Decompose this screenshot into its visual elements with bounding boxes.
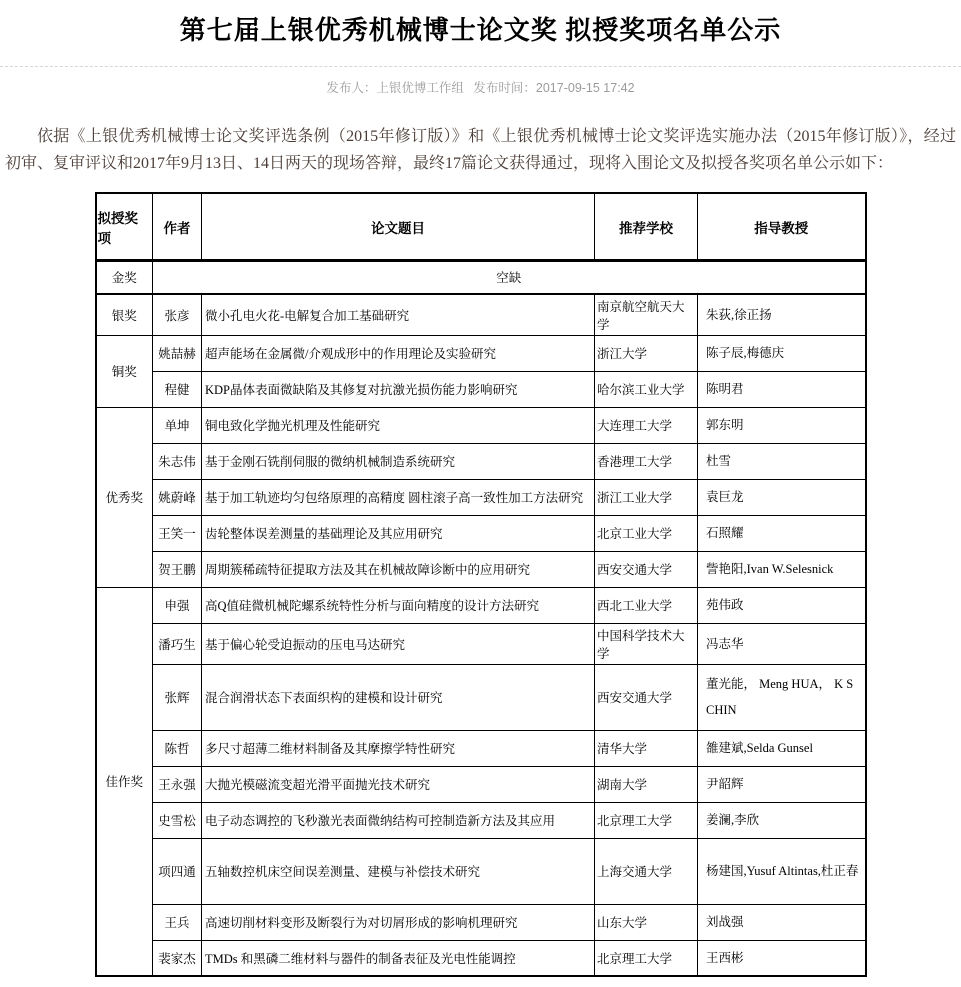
publish-time-label: 发布时间：2017-09-15 17:42 [473, 81, 635, 95]
award-cell: 银奖 [96, 294, 153, 336]
school-cell: 湖南大学 [595, 766, 698, 802]
school-cell: 山东大学 [595, 904, 698, 940]
thesis-title-cell: KDP晶体表面微缺陷及其修复对抗激光损伤能力影响研究 [202, 371, 595, 407]
thesis-title-cell: 多尺寸超薄二维材料制备及其摩擦学特性研究 [202, 730, 595, 766]
table-row [96, 335, 866, 371]
author-cell: 王兵 [153, 904, 202, 940]
column-header: 拟授奖项 [96, 193, 153, 261]
school-cell: 北京工业大学 [595, 515, 698, 551]
thesis-title-cell: 周期簇稀疏特征提取方法及其在机械故障诊断中的应用研究 [202, 551, 595, 587]
thesis-title-cell: 五轴数控机床空间误差测量、建模与补偿技术研究 [202, 838, 595, 904]
school-cell: 北京理工大学 [595, 940, 698, 976]
author-cell: 贺王鹏 [153, 551, 202, 587]
thesis-title-cell: 大抛光模磁流变超光滑平面抛光技术研究 [202, 766, 595, 802]
thesis-title-cell: 基于加工轨迹均匀包络原理的高精度 圆柱滚子高一致性加工方法研究 [202, 479, 595, 515]
award-cell: 金奖 [96, 261, 153, 294]
thesis-title-cell: 齿轮整体误差测量的基础理论及其应用研究 [202, 515, 595, 551]
vacant-cell: 空缺 [153, 261, 866, 294]
advisor-cell: 袁巨龙 [698, 479, 866, 515]
table-row [96, 904, 866, 940]
award-list-table [95, 192, 867, 977]
column-header: 论文题目 [202, 193, 595, 261]
school-cell: 清华大学 [595, 730, 698, 766]
advisor-cell: 苑伟政 [698, 587, 866, 623]
thesis-title-cell: 基于金刚石铣削伺服的微纳机械制造系统研究 [202, 443, 595, 479]
author-cell: 张彦 [153, 294, 202, 336]
advisor-cell: 石照耀 [698, 515, 866, 551]
school-cell: 浙江大学 [595, 335, 698, 371]
table-row [96, 479, 866, 515]
school-cell: 上海交通大学 [595, 838, 698, 904]
publish-meta [0, 78, 961, 96]
thesis-title-cell: 超声能场在金属微/介观成形中的作用理论及实验研究 [202, 335, 595, 371]
thesis-title-cell: 电子动态调控的飞秒激光表面微纳结构可控制造新方法及其应用 [202, 802, 595, 838]
table-row [96, 838, 866, 904]
author-cell: 申强 [153, 587, 202, 623]
thesis-title-cell: 高速切削材料变形及断裂行为对切屑形成的影响机理研究 [202, 904, 595, 940]
author-cell: 姚蔚峰 [153, 479, 202, 515]
table-row [96, 443, 866, 479]
page-title: 第七届上银优秀机械博士论文奖 拟授奖项名单公示 [179, 16, 782, 45]
table-row [96, 261, 866, 294]
column-header: 作者 [153, 193, 202, 261]
table-row [96, 407, 866, 443]
advisor-cell: 尹韶辉 [698, 766, 866, 802]
school-cell: 大连理工大学 [595, 407, 698, 443]
award-cell: 佳作奖 [96, 587, 153, 976]
advisor-cell: 姜澜,李欣 [698, 802, 866, 838]
table-row [96, 940, 866, 976]
school-cell: 西安交通大学 [595, 664, 698, 730]
thesis-title-cell: 基于偏心轮受迫振动的压电马达研究 [202, 623, 595, 664]
author-cell: 潘巧生 [153, 623, 202, 664]
school-cell: 哈尔滨工业大学 [595, 371, 698, 407]
author-cell: 程健 [153, 371, 202, 407]
school-cell: 北京理工大学 [595, 802, 698, 838]
intro-paragraph: 依据《上银优秀机械博士论文奖评选条例（2015年修订版）》和《上银优秀机械博士论文奖评选实施办法（2015年修订版）》，经过初审、复审评议和2017年9月13日、14日两天的现场答辩，最终17篇论文获得通过，现将入围论文及拟授各奖项名单公示如下： [5, 128, 956, 172]
advisor-cell: 陈子辰,梅德庆 [698, 335, 866, 371]
author-cell: 朱志伟 [153, 443, 202, 479]
table-row [96, 802, 866, 838]
author-cell: 项四通 [153, 838, 202, 904]
school-cell: 浙江工业大学 [595, 479, 698, 515]
advisor-cell: 雒建斌,Selda Gunsel [698, 730, 866, 766]
advisor-cell: 杜雪 [698, 443, 866, 479]
thesis-title-cell: 高Q值硅微机械陀螺系统特性分析与面向精度的设计方法研究 [202, 587, 595, 623]
table-row [96, 515, 866, 551]
table-row [96, 551, 866, 587]
advisor-cell: 郭东明 [698, 407, 866, 443]
table-row [96, 766, 866, 802]
school-cell: 南京航空航天大学 [595, 294, 698, 336]
advisor-cell: 王西彬 [698, 940, 866, 976]
table-row [96, 664, 866, 730]
table-row [96, 623, 866, 664]
school-cell: 香港理工大学 [595, 443, 698, 479]
advisor-cell: 杨建国,Yusuf Altintas,杜正春 [698, 838, 866, 904]
school-cell: 中国科学技术大学 [595, 623, 698, 664]
column-header: 指导教授 [698, 193, 866, 261]
dotted-separator [0, 66, 961, 67]
author-cell: 陈哲 [153, 730, 202, 766]
author-cell: 单坤 [153, 407, 202, 443]
school-cell: 西安交通大学 [595, 551, 698, 587]
advisor-cell: 陈明君 [698, 371, 866, 407]
author-cell: 史雪松 [153, 802, 202, 838]
school-cell: 西北工业大学 [595, 587, 698, 623]
table-row [96, 587, 866, 623]
advisor-cell: 刘战强 [698, 904, 866, 940]
advisor-cell: 董光能， Meng HUA， K S CHIN [698, 664, 866, 730]
table-row [96, 730, 866, 766]
author-cell: 姚喆赫 [153, 335, 202, 371]
advisor-cell: 訾艳阳,Ivan W.Selesnick [698, 551, 866, 587]
column-header: 推荐学校 [595, 193, 698, 261]
award-cell: 优秀奖 [96, 407, 153, 587]
thesis-title-cell: 微小孔电火花-电解复合加工基础研究 [202, 294, 595, 336]
author-cell: 裴家杰 [153, 940, 202, 976]
table-header-row [96, 193, 866, 261]
thesis-title-cell: TMDs 和黑磷二维材料与器件的制备表征及光电性能调控 [202, 940, 595, 976]
author-cell: 王永强 [153, 766, 202, 802]
advisor-cell: 朱荻,徐正扬 [698, 294, 866, 336]
table-row [96, 371, 866, 407]
thesis-title-cell: 混合润滑状态下表面织构的建模和设计研究 [202, 664, 595, 730]
author-cell: 张辉 [153, 664, 202, 730]
advisor-cell: 冯志华 [698, 623, 866, 664]
publisher-label: 发布人：上银优博工作组 [326, 81, 464, 95]
bottom-spacer [0, 977, 961, 987]
table-row [96, 294, 866, 336]
thesis-title-cell: 铜电致化学抛光机理及性能研究 [202, 407, 595, 443]
author-cell: 王笑一 [153, 515, 202, 551]
award-cell: 铜奖 [96, 335, 153, 407]
